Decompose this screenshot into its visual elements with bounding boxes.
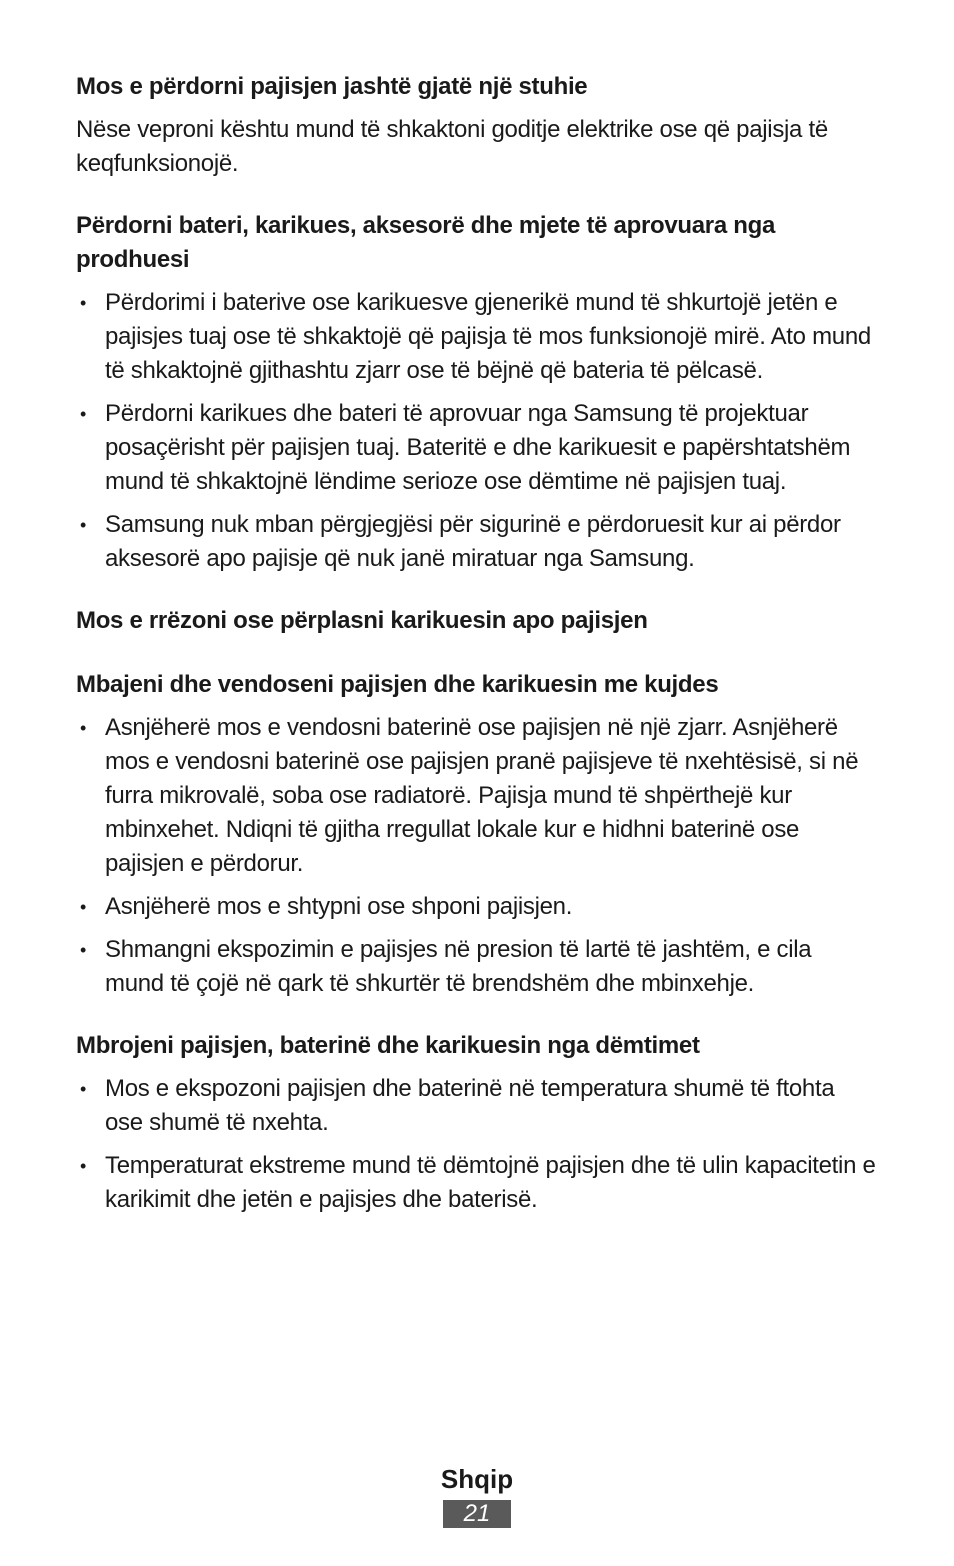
- page-footer: [0, 1462, 954, 1528]
- section-heading: Mos e përdorni pajisjen jashtë gjatë një stuhie: [76, 73, 588, 100]
- section-protect-from-damage: [76, 1029, 876, 1217]
- section-heading: Mbajeni dhe vendoseni pajisjen dhe karikuesin me kujdes: [76, 671, 719, 698]
- list-item: [76, 286, 876, 388]
- list-item: [76, 933, 876, 1001]
- bullet-list: [76, 711, 876, 1001]
- section-heading: Përdorni bateri, karikues, aksesorë dhe mjete të aprovuara nga prodhuesi: [76, 212, 776, 273]
- bullet-list: [76, 1072, 876, 1217]
- list-item: [76, 890, 876, 924]
- bullet-icon: •: [79, 718, 86, 738]
- bullet-list: [76, 286, 876, 576]
- section-heading: Mos e rrëzoni ose përplasni karikuesin apo pajisjen: [76, 607, 648, 634]
- list-item: [76, 1149, 876, 1217]
- section-heading: Mbrojeni pajisjen, baterinë dhe karikuesin nga dëmtimet: [76, 1032, 700, 1059]
- list-item: [76, 508, 876, 576]
- bullet-icon: •: [79, 940, 86, 960]
- bullet-icon: •: [79, 515, 86, 535]
- section-drop-warning: [76, 604, 876, 638]
- bullet-icon: •: [79, 897, 86, 917]
- bullet-icon: •: [79, 1156, 86, 1176]
- list-item: [76, 711, 876, 881]
- bullet-icon: •: [79, 404, 86, 424]
- list-item-text: Mos e ekspozoni pajisjen dhe baterinë në temperatura shumë të ftohta ose shumë të nxehta.: [105, 1075, 835, 1136]
- list-item-text: Shmangni ekspozimin e pajisjes në presion të lartë të jashtëm, e cila mund të çojë në qark të shkurtër të brendshëm dhe mbinxehje.: [105, 936, 812, 997]
- bullet-icon: •: [79, 293, 86, 313]
- page-number-badge: 21: [443, 1500, 511, 1528]
- list-item-text: Samsung nuk mban përgjegjësi për sigurinë e përdoruesit kur ai përdor aksesorë apo pajisje që nuk janë miratuar nga Samsung.: [105, 511, 841, 572]
- list-item-text: Asnjëherë mos e shtypni ose shponi pajisjen.: [105, 893, 573, 920]
- bullet-icon: •: [79, 1079, 86, 1099]
- list-item-text: Asnjëherë mos e vendosni baterinë ose pajisjen në një zjarr. Asnjëherë mos e vendosni baterinë ose pajisjen pranë pajisjeve të nxehtësisë, si në furra mikrovalë, soba ose radiatorë. Pajisja mund të shpërthejë kur mbinxehet. Ndiqni të gjitha rregullat lokale kur e hidhni baterinë ose pajisjen e përdorur.: [105, 714, 859, 877]
- list-item: [76, 1072, 876, 1140]
- list-item: [76, 397, 876, 499]
- section-storm-warning: [76, 70, 876, 181]
- footer-language-label: Shqip: [440, 1464, 514, 1494]
- list-item-text: Përdorimi i baterive ose karikuesve gjenerikë mund të shkurtojë jetën e pajisjes tuaj ose të shkaktojë që pajisja të mos funksionojë mirë. Ato mund të shkaktojnë gjithashtu zjarr ose të bëjnë që bateria të pëlcasë.: [105, 289, 871, 384]
- section-handle-with-care: [76, 668, 876, 1001]
- list-item-text: Temperaturat ekstreme mund të dëmtojnë pajisjen dhe të ulin kapacitetin e karikimit dhe jetën e pajisjes dhe baterisë.: [105, 1152, 876, 1213]
- document-body: [76, 70, 876, 1245]
- section-paragraph: Nëse veproni kështu mund të shkaktoni goditje elektrike ose që pajisja të keqfunksionojë.: [76, 116, 828, 177]
- list-item-text: Përdorni karikues dhe bateri të aprovuar nga Samsung të projektuar posaçërisht për pajisjen tuaj. Bateritë e dhe karikuesit e papërshtatshëm mund të shkaktojnë lëndime serioze ose dëmtime në pajisjen tuaj.: [105, 400, 851, 495]
- section-approved-accessories: [76, 209, 876, 576]
